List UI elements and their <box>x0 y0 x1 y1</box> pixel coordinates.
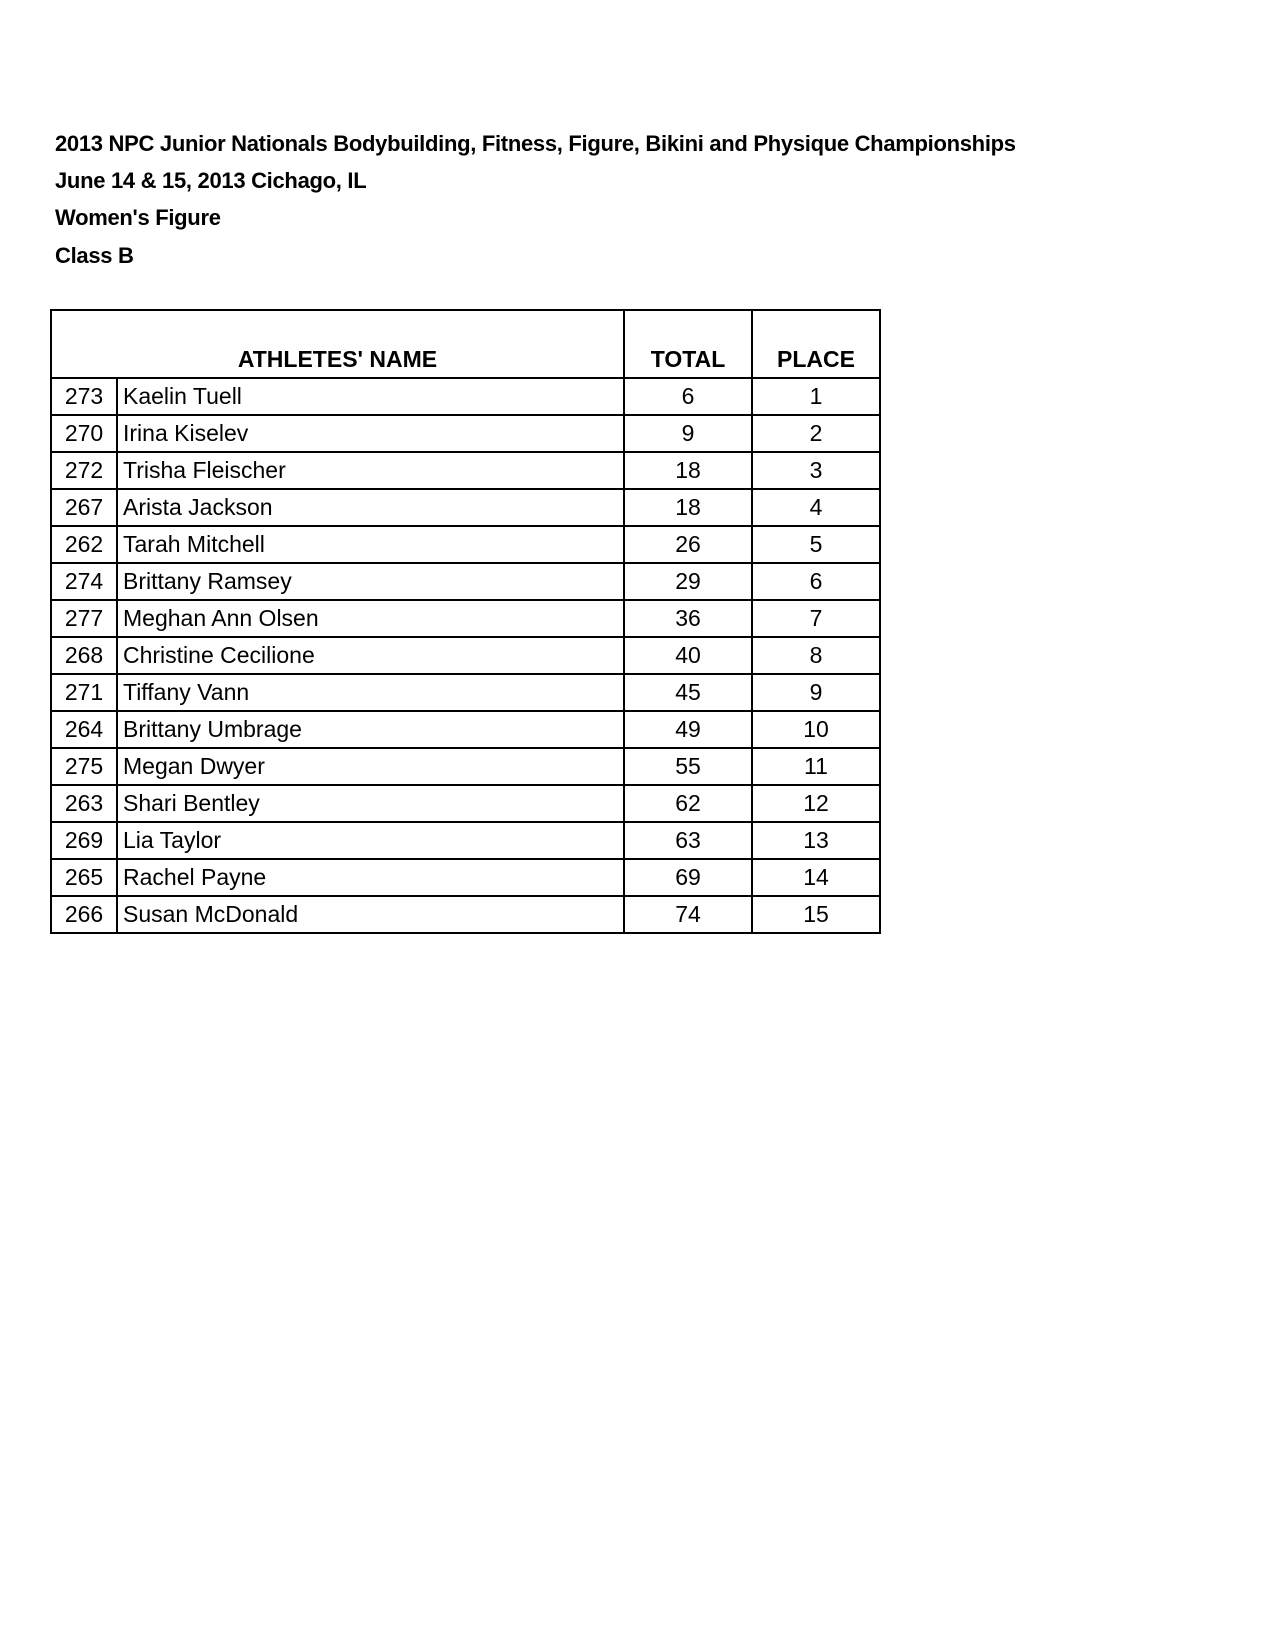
place: 7 <box>752 600 880 637</box>
place: 9 <box>752 674 880 711</box>
total-score: 45 <box>624 674 752 711</box>
event-date-location: June 14 & 15, 2013 Cichago, IL <box>55 168 367 193</box>
athlete-number: 273 <box>51 378 117 415</box>
athlete-name: Meghan Ann Olsen <box>117 600 624 637</box>
athlete-number: 262 <box>51 526 117 563</box>
place: 14 <box>752 859 880 896</box>
athlete-name: Lia Taylor <box>117 822 624 859</box>
total-score: 18 <box>624 452 752 489</box>
place: 13 <box>752 822 880 859</box>
athlete-number: 263 <box>51 785 117 822</box>
athlete-number: 272 <box>51 452 117 489</box>
athlete-number: 275 <box>51 748 117 785</box>
table-row <box>51 785 880 822</box>
total-score: 9 <box>624 415 752 452</box>
table-row <box>51 674 880 711</box>
table-row <box>51 378 880 415</box>
table-row <box>51 563 880 600</box>
place: 15 <box>752 896 880 933</box>
athlete-number: 271 <box>51 674 117 711</box>
athlete-number: 265 <box>51 859 117 896</box>
results-table <box>50 309 881 934</box>
place: 11 <box>752 748 880 785</box>
athlete-number: 268 <box>51 637 117 674</box>
class-label: Class B <box>55 243 134 268</box>
place: 10 <box>752 711 880 748</box>
place: 8 <box>752 637 880 674</box>
athlete-name: Brittany Umbrage <box>117 711 624 748</box>
place: 3 <box>752 452 880 489</box>
athlete-name: Shari Bentley <box>117 785 624 822</box>
table-row <box>51 415 880 452</box>
table-row <box>51 452 880 489</box>
total-score: 29 <box>624 563 752 600</box>
athlete-name: Trisha Fleischer <box>117 452 624 489</box>
total-score: 36 <box>624 600 752 637</box>
table-row <box>51 600 880 637</box>
total-score: 62 <box>624 785 752 822</box>
athlete-name: Tarah Mitchell <box>117 526 624 563</box>
athlete-name: Brittany Ramsey <box>117 563 624 600</box>
table-row <box>51 859 880 896</box>
table-row <box>51 822 880 859</box>
athlete-name: Christine Cecilione <box>117 637 624 674</box>
column-header-place: PLACE <box>752 310 880 378</box>
athlete-number: 277 <box>51 600 117 637</box>
total-score: 63 <box>624 822 752 859</box>
table-row <box>51 526 880 563</box>
athlete-name: Kaelin Tuell <box>117 378 624 415</box>
total-score: 6 <box>624 378 752 415</box>
table-row <box>51 637 880 674</box>
division-label: Women's Figure <box>55 205 221 230</box>
total-score: 49 <box>624 711 752 748</box>
total-score: 40 <box>624 637 752 674</box>
athlete-name: Megan Dwyer <box>117 748 624 785</box>
place: 12 <box>752 785 880 822</box>
athlete-name: Irina Kiselev <box>117 415 624 452</box>
athlete-name: Susan McDonald <box>117 896 624 933</box>
athlete-number: 264 <box>51 711 117 748</box>
total-score: 74 <box>624 896 752 933</box>
athlete-number: 270 <box>51 415 117 452</box>
athlete-name: Arista Jackson <box>117 489 624 526</box>
athlete-number: 274 <box>51 563 117 600</box>
table-row <box>51 748 880 785</box>
column-header-athletes-name: ATHLETES' NAME <box>51 310 624 378</box>
total-score: 55 <box>624 748 752 785</box>
table-row <box>51 489 880 526</box>
table-row <box>51 896 880 933</box>
total-score: 18 <box>624 489 752 526</box>
event-title: 2013 NPC Junior Nationals Bodybuilding, Fitness, Figure, Bikini and Physique Championships <box>55 131 1016 156</box>
athlete-name: Rachel Payne <box>117 859 624 896</box>
place: 5 <box>752 526 880 563</box>
athlete-number: 269 <box>51 822 117 859</box>
table-row <box>51 711 880 748</box>
column-header-total: TOTAL <box>624 310 752 378</box>
place: 1 <box>752 378 880 415</box>
athlete-number: 266 <box>51 896 117 933</box>
total-score: 69 <box>624 859 752 896</box>
athlete-name: Tiffany Vann <box>117 674 624 711</box>
place: 4 <box>752 489 880 526</box>
table-header-row <box>51 310 880 378</box>
athlete-number: 267 <box>51 489 117 526</box>
total-score: 26 <box>624 526 752 563</box>
place: 2 <box>752 415 880 452</box>
place: 6 <box>752 563 880 600</box>
